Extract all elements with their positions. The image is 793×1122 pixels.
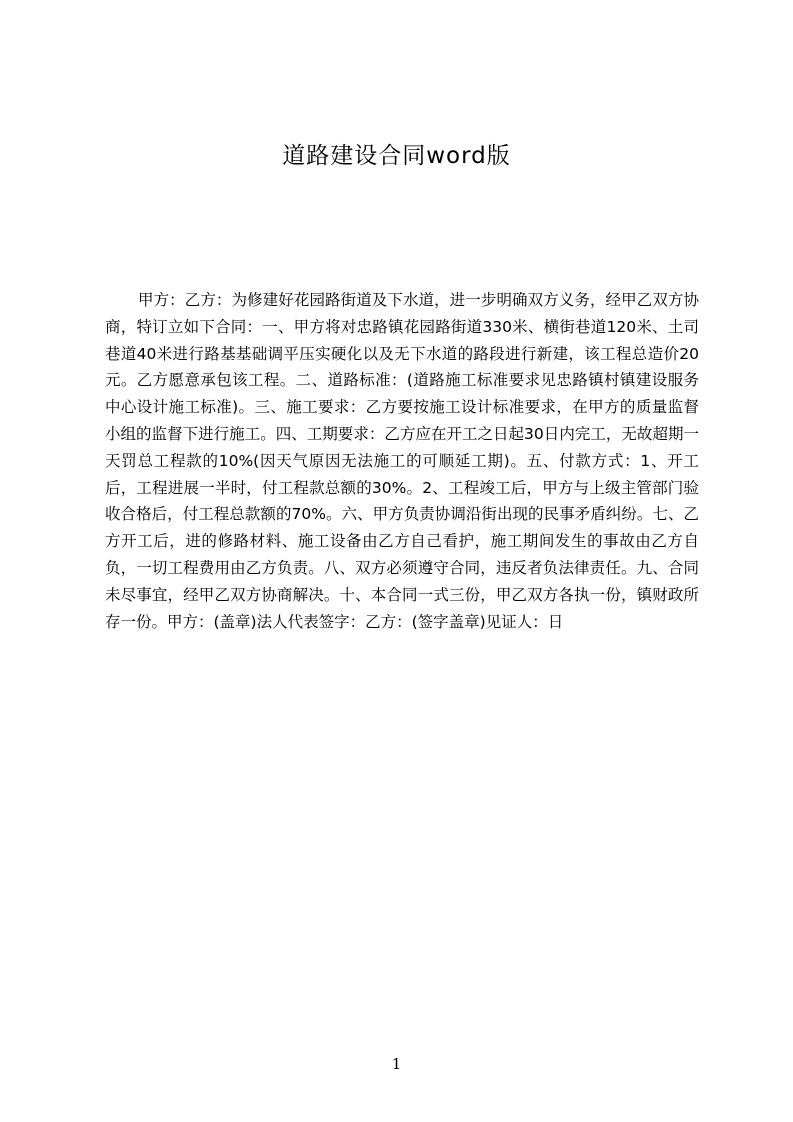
contract-body-paragraph: 甲方：乙方：为修建好花园路街道及下水道，进一步明确双方义务，经甲乙双方协商，特订立如下合同：一、甲方将对忠路镇花园路街道330米、横街巷道120米、土司巷道40米进行路基基础调平压实硬化以及无下水道的路段进行新建，该工程总造价20元。乙方愿意承包该工程。二、道路标准：(道路施工标准要求见忠路镇村镇建设服务中心设计施工标准)。三、施工要求：乙方要按施工设计标准要求，在甲方的质量监督小组的监督下进行施工。四、工期要求：乙方应在开工之日起30日内完工，无故超期一天罚总工程款的10%(因天气原因无法施工的可顺延工期)。五、付款方式：1、开工后，工程进展一半时，付工程款总额的30%。2、工程竣工后，甲方与上级主管部门验收合格后，付工程总款额的70%。六、甲方负责协调沿街出现的民事矛盾纠纷。七、乙方开工后，进的修路材料、施工设备由乙方自己看护，施工期间发生的事故由乙方自负，一切工程费用由乙方负责。八、双方必须遵守合同，违反者负法律责任。九、合同未尽事宜，经甲乙双方协商解决。十、本合同一式三份，甲乙双方各执一份，镇财政所存一份。甲方：(盖章)法人代表签字：乙方：(签字盖章)见证人：日 [105,291,699,631]
page-number: 1 [391,1055,402,1073]
document-title: 道路建设合同word版 [282,143,511,169]
